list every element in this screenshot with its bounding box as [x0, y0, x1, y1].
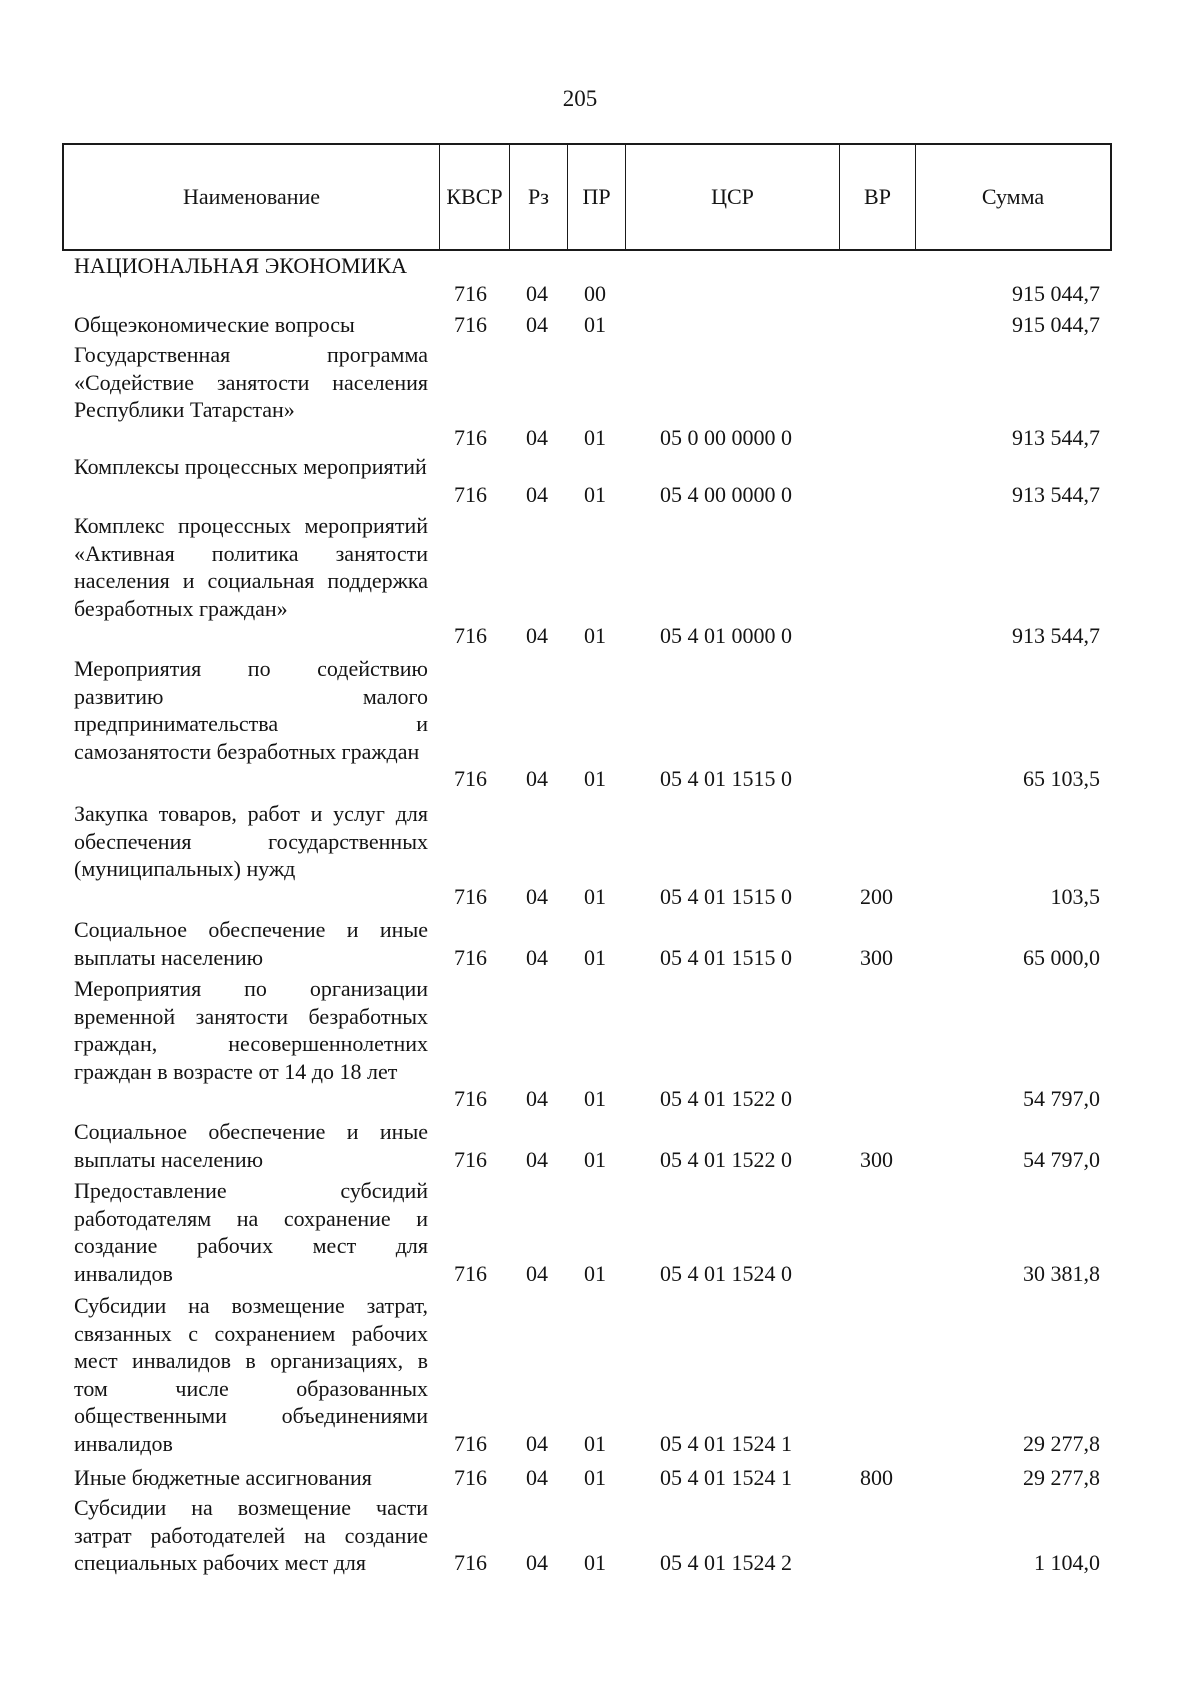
row-sum: 1 104,0	[1034, 1550, 1100, 1576]
row-sum: 29 277,8	[1023, 1431, 1100, 1456]
row-kvsr: 716	[454, 1550, 487, 1576]
row-pr: 01	[584, 623, 606, 649]
page-number: 205	[562, 86, 598, 111]
row-csr: 05 4 01 0000 0	[660, 623, 792, 649]
row-name: Закупка товаров, работ и услуг для обеспечения государственных (муниципальных) нужд	[74, 801, 428, 882]
row-rz: 04	[526, 944, 548, 970]
row-rz: 04	[526, 766, 548, 792]
row-pr: 01	[584, 766, 606, 792]
row-name: Иные бюджетные ассигнования	[74, 1465, 372, 1490]
row-name: Мероприятия по организации временной занятости безработных граждан, несовершеннолетних граждан в возрасте от 14 до 18 лет	[74, 976, 428, 1084]
row-rz: 04	[526, 1086, 548, 1112]
row-csr: 05 4 01 1524 1	[660, 1431, 792, 1456]
row-pr: 01	[584, 424, 606, 450]
row-pr: 01	[584, 1146, 606, 1172]
row-sum: 915 044,7	[1012, 280, 1100, 306]
row-rz: 04	[526, 1260, 548, 1286]
row-sum: 915 044,7	[1012, 312, 1100, 337]
row-csr: 05 4 01 1515 0	[660, 883, 792, 909]
row-pr: 01	[584, 481, 606, 507]
row-kvsr: 716	[454, 1260, 487, 1286]
row-kvsr: 716	[454, 481, 487, 507]
row-rz: 04	[526, 1465, 548, 1490]
row-csr: 05 0 00 0000 0	[660, 424, 792, 450]
row-rz: 04	[526, 883, 548, 909]
header-kvsr: КВСР	[440, 145, 510, 249]
row-kvsr: 716	[454, 1431, 487, 1456]
header-csr: ЦСР	[626, 145, 840, 249]
row-pr: 01	[584, 883, 606, 909]
row-csr: 05 4 00 0000 0	[660, 481, 792, 507]
row-csr: 05 4 01 1522 0	[660, 1086, 792, 1112]
row-rz: 04	[526, 312, 548, 337]
row-name: Субсидии на возмещение части затрат работодателей на создание специальных рабочих мест для	[74, 1495, 428, 1576]
row-csr: 05 4 01 1524 0	[660, 1260, 792, 1286]
row-vr: 200	[860, 883, 893, 909]
row-pr: 01	[584, 1086, 606, 1112]
table-header	[62, 143, 1112, 251]
row-kvsr: 716	[454, 424, 487, 450]
row-vr: 300	[860, 944, 893, 970]
row-pr: 01	[584, 312, 606, 337]
row-name: Социальное обеспечение и иные выплаты населению	[74, 1119, 428, 1172]
row-name: Субсидии на возмещение затрат, связанных с сохранением рабочих мест инвалидов в организациях, в том числе образованных общественными объединениями инвалидов	[74, 1293, 428, 1456]
row-name: Комплекс процессных мероприятий «Активная политика занятости населения и социальная поддержка безработных граждан»	[74, 513, 428, 621]
row-rz: 04	[526, 1431, 548, 1456]
row-kvsr: 716	[454, 623, 487, 649]
row-sum: 913 544,7	[1012, 623, 1100, 649]
row-kvsr: 716	[454, 944, 487, 970]
row-rz: 04	[526, 424, 548, 450]
header-sum: Сумма	[981, 184, 1045, 209]
row-vr: 300	[860, 1146, 893, 1172]
row-name: Социальное обеспечение и иные выплаты населению	[74, 917, 428, 970]
row-sum: 65 103,5	[1023, 766, 1100, 792]
row-kvsr: 716	[454, 1086, 487, 1112]
row-pr: 00	[584, 280, 606, 306]
row-kvsr: 716	[454, 1146, 487, 1172]
row-csr: 05 4 01 1524 1	[660, 1465, 792, 1490]
row-rz: 04	[526, 481, 548, 507]
header-pr: ПР	[568, 145, 626, 249]
row-sum: 30 381,8	[1023, 1260, 1100, 1286]
row-pr: 01	[584, 1260, 606, 1286]
row-pr: 01	[584, 1550, 606, 1576]
row-name: Предоставление субсидий работодателям на сохранение и создание рабочих мест для инвалидов	[74, 1178, 428, 1286]
row-sum: 29 277,8	[1023, 1465, 1100, 1490]
row-rz: 04	[526, 1550, 548, 1576]
header-rz: Рз	[510, 145, 568, 249]
row-sum: 54 797,0	[1023, 1146, 1100, 1172]
row-name: Комплексы процессных мероприятий	[74, 454, 427, 479]
row-kvsr: 716	[454, 280, 487, 306]
row-name: НАЦИОНАЛЬНАЯ ЭКОНОМИКА	[74, 253, 408, 278]
row-pr: 01	[584, 944, 606, 970]
row-rz: 04	[526, 623, 548, 649]
row-sum: 913 544,7	[1012, 424, 1100, 450]
row-name: Мероприятия по содействию развитию малого предпринимательства и самозанятости безработных граждан	[74, 656, 428, 764]
row-csr: 05 4 01 1515 0	[660, 766, 792, 792]
row-kvsr: 716	[454, 1465, 487, 1490]
row-csr: 05 4 01 1522 0	[660, 1146, 792, 1172]
row-name: Общеэкономические вопросы	[74, 312, 355, 337]
header-vr: ВР	[840, 145, 916, 249]
row-name: Государственная программа «Содействие занятости населения Республики Татарстан»	[74, 342, 428, 423]
row-sum: 54 797,0	[1023, 1086, 1100, 1112]
row-pr: 01	[584, 1431, 606, 1456]
row-kvsr: 716	[454, 766, 487, 792]
row-kvsr: 716	[454, 883, 487, 909]
row-csr: 05 4 01 1524 2	[660, 1550, 792, 1576]
row-rz: 04	[526, 1146, 548, 1172]
row-vr: 800	[860, 1465, 893, 1490]
row-kvsr: 716	[454, 312, 487, 337]
header-name: Наименование	[64, 145, 440, 249]
row-rz: 04	[526, 280, 548, 306]
row-pr: 01	[584, 1465, 606, 1490]
row-sum: 913 544,7	[1012, 481, 1100, 507]
row-sum: 65 000,0	[1023, 944, 1100, 970]
row-csr: 05 4 01 1515 0	[660, 944, 792, 970]
row-sum: 103,5	[1050, 883, 1100, 909]
